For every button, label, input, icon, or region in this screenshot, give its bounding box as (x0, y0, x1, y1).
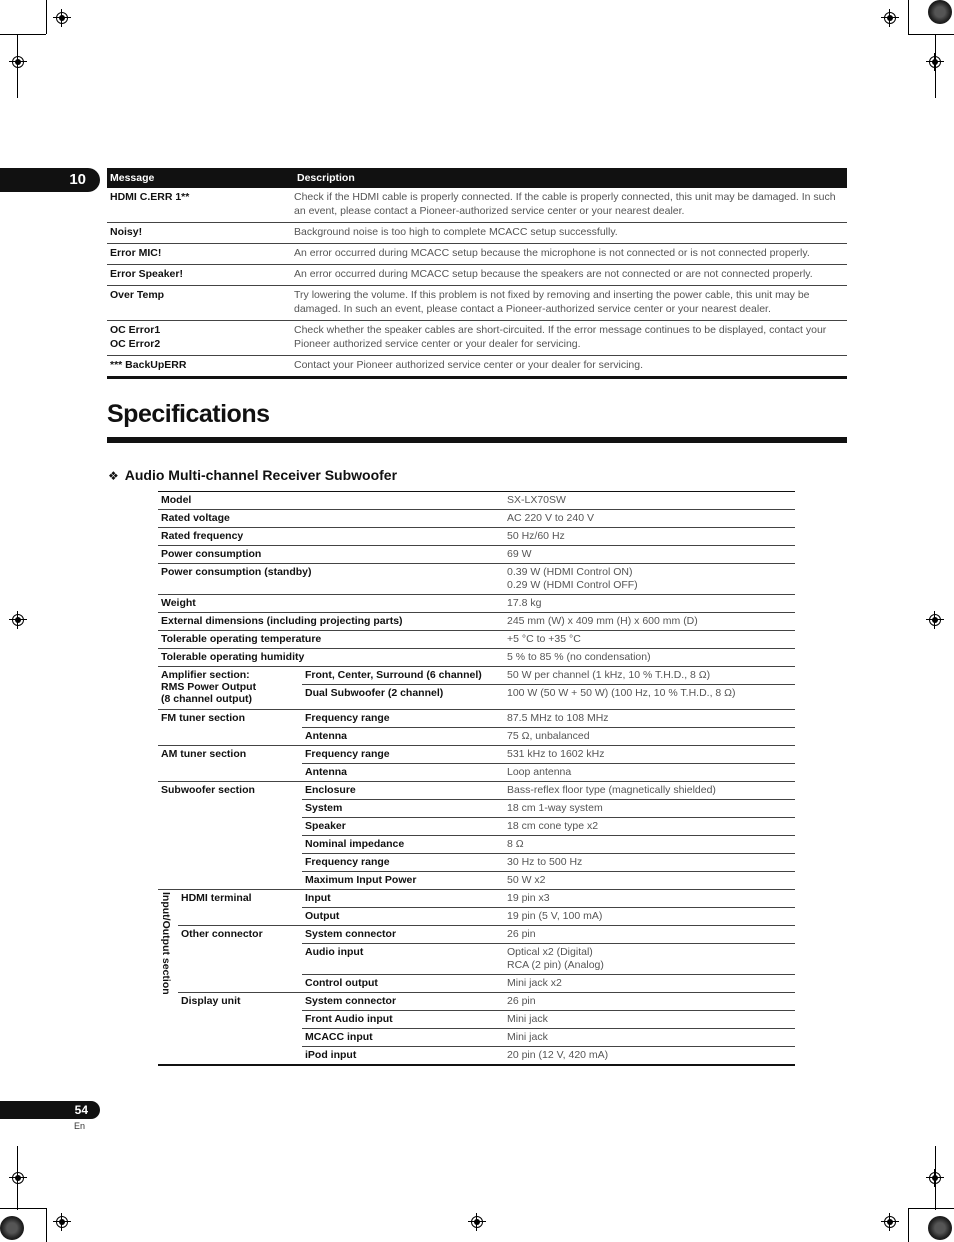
language-code: En (74, 1121, 86, 1131)
spec-value: 20 pin (12 V, 420 mA) (507, 1049, 609, 1061)
crop-mark (46, 1208, 47, 1242)
table-row (107, 356, 847, 379)
registration-mark-icon (468, 1213, 486, 1231)
spec-label: Front Audio input (305, 1013, 393, 1025)
spec-value: 26 pin (507, 928, 536, 940)
group-label: Amplifier section: RMS Power Output (8 channel output) (161, 669, 257, 705)
spec-value: Mini jack (507, 1031, 548, 1043)
group-label: HDMI terminal (181, 892, 252, 904)
column-header-message: Message (110, 172, 155, 184)
message-description: Contact your Pioneer authorized service center or your dealer for servicing. (294, 359, 644, 371)
message-description: An error occurred during MCACC setup because the microphone is not connected or is not connected properly. (294, 247, 810, 259)
table-row (107, 265, 847, 286)
table-row (302, 872, 795, 889)
message-code: OC Error1 OC Error2 (110, 324, 161, 350)
specifications-table (158, 491, 795, 1066)
io-group-hdmi (178, 890, 795, 926)
table-row (107, 188, 847, 223)
chapter-tab: 10 (0, 168, 100, 192)
spec-value: Mini jack x2 (507, 977, 562, 989)
table-row (302, 854, 795, 872)
spec-label: Frequency range (305, 856, 390, 868)
spec-label: Antenna (305, 730, 347, 742)
table-row (158, 546, 795, 564)
crop-mark (908, 1208, 909, 1242)
io-section-label-cell (158, 890, 178, 1064)
spec-group-fm-tuner (158, 710, 795, 746)
spec-value: 87.5 MHz to 108 MHz (507, 712, 609, 724)
spec-label: Rated frequency (161, 530, 244, 542)
spec-value: Optical x2 (Digital) RCA (2 pin) (Analog) (507, 946, 604, 971)
table-row (107, 223, 847, 244)
spec-label: Power consumption (standby) (161, 566, 312, 578)
spec-label: System connector (305, 995, 397, 1007)
crop-mark (908, 0, 909, 34)
registration-mark-icon (9, 53, 27, 71)
spec-value: Bass-reflex floor type (magnetically shielded) (507, 784, 716, 796)
spec-label: Rated voltage (161, 512, 230, 524)
spec-label: iPod input (305, 1049, 357, 1061)
registration-mark-icon (9, 611, 27, 629)
spec-label: Output (305, 910, 340, 922)
message-code: HDMI C.ERR 1** (110, 191, 190, 203)
spec-value: 19 pin x3 (507, 892, 550, 904)
spec-label: External dimensions (including projecting parts) (161, 615, 403, 627)
spec-value: 50 Hz/60 Hz (507, 530, 565, 542)
table-row (302, 685, 795, 709)
spec-label: Input (305, 892, 331, 904)
table-row (158, 564, 795, 595)
table-row (302, 1011, 795, 1029)
spec-value: 0.39 W (HDMI Control ON) 0.29 W (HDMI Control OFF) (507, 566, 638, 591)
section-heading-text: Audio Multi-channel Receiver Subwoofer (124, 467, 398, 483)
spec-label: System connector (305, 928, 397, 940)
spec-label: Front, Center, Surround (6 channel) (305, 669, 482, 681)
spec-label: Nominal impedance (305, 838, 405, 850)
io-section-label: Input/Output section (160, 892, 172, 995)
table-row (158, 613, 795, 631)
section-heading (108, 467, 397, 483)
spec-value: Loop antenna (507, 766, 572, 778)
color-target-icon (928, 1216, 952, 1240)
spec-group-amplifier (158, 667, 795, 710)
spec-value: Mini jack (507, 1013, 548, 1025)
table-row (302, 836, 795, 854)
spec-value: 18 cm 1-way system (507, 802, 603, 814)
table-row (302, 782, 795, 800)
registration-mark-icon (926, 611, 944, 629)
title-rule (107, 437, 847, 443)
message-code: *** BackUpERR (110, 359, 187, 371)
message-code: Noisy! (110, 226, 143, 238)
table-row (158, 528, 795, 546)
spec-group-input-output (158, 890, 795, 1064)
table-row (302, 993, 795, 1011)
spec-value: +5 °C to +35 °C (507, 633, 581, 645)
spec-value: 69 W (507, 548, 532, 560)
table-row (302, 1047, 795, 1064)
message-code: Error MIC! (110, 247, 162, 259)
column-header-description: Description (297, 172, 355, 184)
table-row (302, 908, 795, 925)
table-row (158, 631, 795, 649)
spec-label: Model (161, 494, 192, 506)
table-row (107, 286, 847, 321)
spec-label: Maximum Input Power (305, 874, 417, 886)
spec-label: Control output (305, 977, 378, 989)
group-label: Display unit (181, 995, 241, 1007)
table-row (158, 492, 795, 510)
table-row (158, 510, 795, 528)
spec-label: Enclosure (305, 784, 356, 796)
table-row (302, 890, 795, 908)
message-code: Over Temp (110, 289, 165, 301)
crop-mark (0, 1208, 46, 1209)
group-label: AM tuner section (161, 748, 247, 760)
io-group-other-connector (178, 926, 795, 993)
spec-value: 245 mm (W) x 409 mm (H) x 600 mm (D) (507, 615, 698, 627)
spec-label: Frequency range (305, 712, 390, 724)
spec-value: 18 cm cone type x2 (507, 820, 599, 832)
message-code: Error Speaker! (110, 268, 183, 280)
spec-label: Speaker (305, 820, 346, 832)
spec-label: MCACC input (305, 1031, 373, 1043)
message-description: Background noise is too high to complete MCACC setup successfully. (294, 226, 618, 238)
table-row (158, 649, 795, 667)
page-title: Specifications (107, 400, 270, 428)
crop-mark (908, 1208, 954, 1209)
spec-group-subwoofer (158, 782, 795, 890)
spec-label: Tolerable operating temperature (161, 633, 322, 645)
message-description: Check whether the speaker cables are short-circuited. If the error message continues to be displayed, contact your Pioneer authorized service center or your dealer for servicing. (294, 324, 827, 350)
registration-mark-icon (53, 9, 71, 27)
crop-mark (46, 0, 47, 34)
spec-label: Dual Subwoofer (2 channel) (305, 687, 444, 699)
spec-label: Weight (161, 597, 196, 609)
crop-mark (0, 34, 46, 35)
table-row (302, 926, 795, 944)
table-row (302, 818, 795, 836)
table-row (158, 595, 795, 613)
table-header (107, 168, 847, 188)
table-row (107, 321, 847, 356)
spec-value: 19 pin (5 V, 100 mA) (507, 910, 603, 922)
diamond-bullet-icon: ❖ (108, 469, 119, 483)
table-row (302, 1029, 795, 1047)
message-description: Check if the HDMI cable is properly connected. If the cable is properly connected, this unit may be damaged. In such an event, please contact a Pioneer-authorized service center or your nearest dealer. (294, 191, 836, 217)
table-row (302, 667, 795, 685)
spec-label: Tolerable operating humidity (161, 651, 305, 663)
table-row (302, 975, 795, 992)
table-row (302, 944, 795, 975)
table-row (302, 710, 795, 728)
table-row (302, 800, 795, 818)
spec-value: SX-LX70SW (507, 494, 566, 506)
table-row (302, 746, 795, 764)
spec-value: 50 W per channel (1 kHz, 10 % T.H.D., 8 Ω) (507, 669, 711, 681)
group-label: Subwoofer section (161, 784, 255, 796)
registration-mark-icon (926, 1169, 944, 1187)
spec-label: Frequency range (305, 748, 390, 760)
spec-value: 30 Hz to 500 Hz (507, 856, 583, 868)
color-target-icon (0, 1216, 24, 1240)
spec-value: 17.8 kg (507, 597, 542, 609)
registration-mark-icon (9, 1169, 27, 1187)
spec-value: 26 pin (507, 995, 536, 1007)
spec-value: 100 W (50 W + 50 W) (100 Hz, 10 % T.H.D., 8 Ω) (507, 687, 736, 699)
spec-value: 531 kHz to 1602 kHz (507, 748, 605, 760)
message-description: Try lowering the volume. If this problem is not fixed by removing and inserting the power cable, this unit may be damaged. In such an event, please contact a Pioneer-authorized service center or your nearest dealer. (294, 289, 810, 315)
spec-label: System (305, 802, 343, 814)
group-label: Other connector (181, 928, 263, 940)
table-row (302, 728, 795, 745)
spec-group-am-tuner (158, 746, 795, 782)
io-group-display-unit (178, 993, 795, 1064)
table-row (107, 244, 847, 265)
spec-label: Antenna (305, 766, 347, 778)
color-target-icon (928, 0, 952, 24)
page-number: 54 (0, 1101, 100, 1119)
spec-value: 8 Ω (507, 838, 524, 850)
spec-label: Power consumption (161, 548, 262, 560)
group-label: FM tuner section (161, 712, 246, 724)
spec-value: AC 220 V to 240 V (507, 512, 594, 524)
table-row (302, 764, 795, 781)
spec-label: Audio input (305, 946, 364, 958)
crop-mark (908, 34, 954, 35)
registration-mark-icon (926, 53, 944, 71)
spec-value: 50 W x2 (507, 874, 546, 886)
message-description: An error occurred during MCACC setup because the speakers are not connected or are not connected properly. (294, 268, 813, 280)
registration-mark-icon (881, 9, 899, 27)
spec-value: 5 % to 85 % (no condensation) (507, 651, 651, 663)
spec-value: 75 Ω, unbalanced (507, 730, 590, 742)
registration-mark-icon (881, 1213, 899, 1231)
registration-mark-icon (53, 1213, 71, 1231)
error-messages-table (107, 168, 847, 379)
